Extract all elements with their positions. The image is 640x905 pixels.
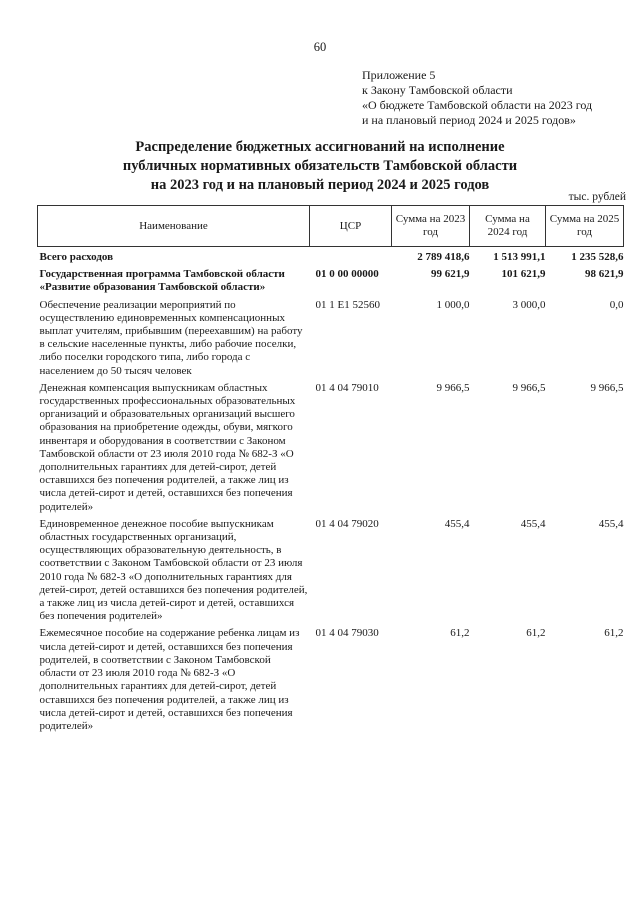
row-code: 01 4 04 79020	[315, 517, 379, 530]
row-name: Обеспечение реализации мероприятий по осуществлению единовременных компенсационных выплат учителям, прибывшим (переехавшим) на работу в сельские населенные пункты, либо рабочие поселки, либо поселки городского типа, либо города с населением до 50 тысяч человек	[39, 298, 303, 377]
title-line: на 2023 год и на плановый период 2024 и 2025 годов	[150, 177, 490, 193]
row-name: Денежная компенсация выпускникам областных государственных профессиональных образовательных организаций и образовательных организаций высшего образования на приобретение одежды, обуви, мягкого инвентаря и оборудования в соответствии с Законом Тамбовской области от 23 июля 2010 года № 682-З «О дополнительных гарантиях для детей-сирот, детей оставшихся без попечения родителей, а также лиц из числа детей-сирот и детей, оставшихся без попечения родителей»	[39, 381, 296, 513]
row-sum-2023: 1 000,0	[436, 298, 470, 311]
row-code: 01 0 00 00000	[315, 268, 379, 281]
row-sum-2024: 101 621,9	[501, 268, 546, 281]
row-sum-2023: 455,4	[444, 517, 470, 530]
units-label: тыс. рублей	[568, 191, 626, 203]
document-title	[60, 138, 580, 195]
header-sum-2023: Сумма на 2023 год	[392, 206, 470, 247]
appendix-line: «О бюджете Тамбовской области на 2023 год	[362, 98, 593, 112]
row-name: Ежемесячное пособие на содержание ребенка лицам из числа детей-сирот и детей, оставшихся без попечения родителей, в соответствии с Законом Тамбовской области от 23 июля 2010 года № 682-З «О дополнительных гарантиях для детей-сирот, детей оставшихся без попечения родителей, а также лиц из числа детей-сирот и детей, оставшихся без попечения родителей»	[39, 627, 300, 732]
header-name: Наименование	[38, 206, 310, 247]
row-sum-2023: 61,2	[450, 627, 470, 640]
row-name: Единовременное денежное пособие выпускникам областных государственных организаций, осуществляющих образовательную деятельность, в соответствии с Законом Тамбовской области от 23 июля 2010 года № 682-З «О дополнительных гарантиях для детей-сирот, детей оставшихся без попечения родителей, а также лиц из числа детей-сирот и детей, оставшихся без попечения родителей»	[39, 517, 308, 623]
appendix-line: и на плановый период 2024 и 2025 годов»	[362, 113, 576, 127]
title-line: Распределение бюджетных ассигнований на исполнение	[135, 139, 505, 155]
appendix-note	[362, 68, 632, 128]
row-sum-2025: 61,2	[604, 627, 624, 640]
header-code: ЦСР	[310, 206, 392, 247]
title-line: публичных нормативных обязательств Тамбовской области	[122, 158, 518, 174]
header-sum-2024: Сумма на 2024 год	[470, 206, 546, 247]
table-row-total	[38, 247, 624, 268]
row-sum-2024: 1 513 991,1	[493, 251, 546, 263]
row-sum-2024: 3 000,0	[512, 298, 546, 311]
page-number: 60	[313, 40, 327, 54]
appendix-line: Приложение 5	[362, 68, 436, 82]
header-sum-2025: Сумма на 2025 год	[546, 206, 624, 247]
row-sum-2024: 61,2	[526, 627, 546, 640]
row-sum-2024: 9 966,5	[512, 381, 546, 394]
row-sum-2023: 2 789 418,6	[417, 251, 470, 263]
row-sum-2025: 455,4	[598, 517, 624, 530]
row-name: Государственная программа Тамбовской области «Развитие образования Тамбовской области»	[39, 268, 285, 294]
row-sum-2023: 99 621,9	[431, 268, 470, 281]
row-sum-2024: 455,4	[520, 517, 546, 530]
appendix-line: к Закону Тамбовской области	[362, 83, 513, 97]
table-row-program	[38, 267, 624, 297]
row-sum-2023: 9 966,5	[436, 381, 470, 394]
table-row	[38, 381, 624, 517]
table-row	[38, 626, 624, 736]
allocations-table	[37, 205, 624, 736]
row-code	[310, 247, 392, 268]
row-code: 01 4 04 79010	[315, 381, 379, 394]
table-row	[38, 298, 624, 381]
row-sum-2025: 1 235 528,6	[571, 251, 624, 263]
table-row	[38, 517, 624, 627]
row-code: 01 1 E1 52560	[315, 298, 380, 311]
table-header-row	[38, 206, 624, 247]
row-name: Всего расходов	[39, 251, 114, 263]
row-sum-2025: 0,0	[609, 298, 624, 311]
row-code: 01 4 04 79030	[315, 627, 379, 640]
row-sum-2025: 98 621,9	[585, 268, 624, 281]
row-sum-2025: 9 966,5	[590, 381, 624, 394]
